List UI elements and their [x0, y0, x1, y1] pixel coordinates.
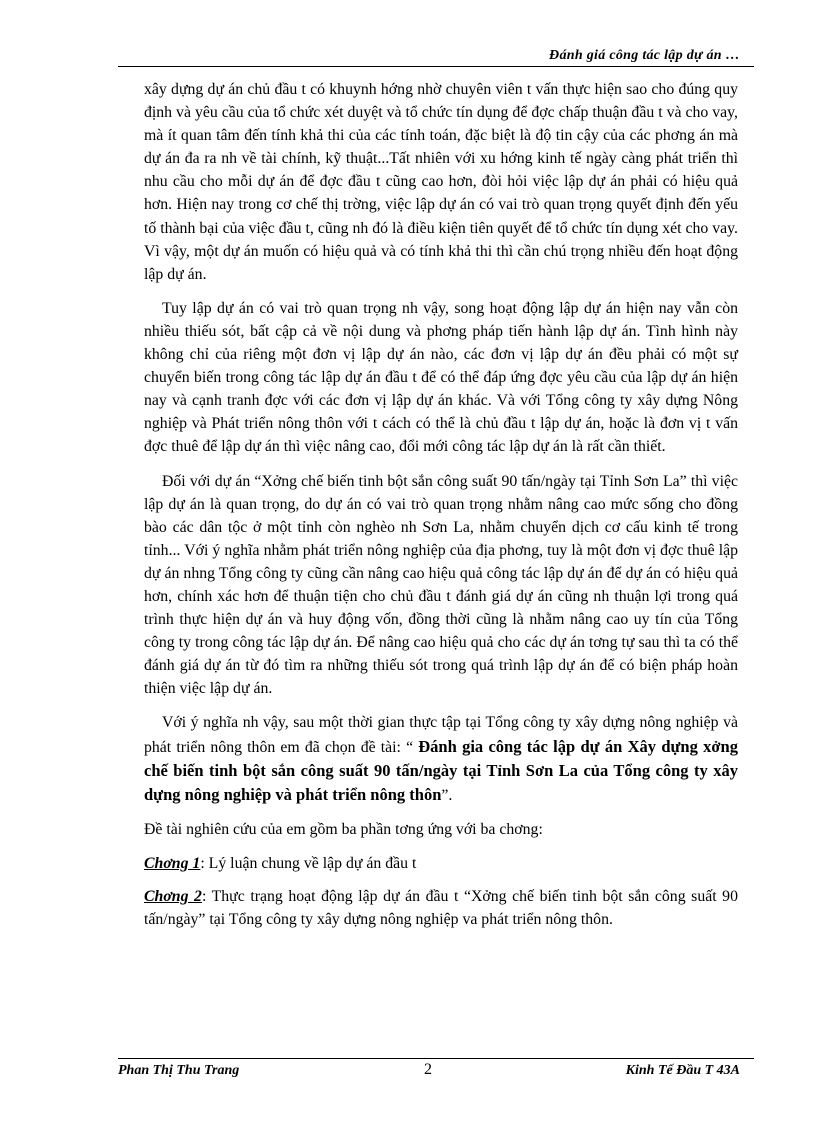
paragraph-2: Tuy lập dự án có vai trò quan trọng nh vậy, song hoạt động lập dự án hiện nay vẫn còn nhiều thiếu sót, bất cập cả về nội dung và phơng pháp tiến hành lập dự án. Tình hình này không chỉ của riêng một đơn vị lập dự án nào, các đơn vị lập dự án đều phải có một sự chuyển biến trong công tác lập dự án đầu t để có thể đáp ứng đợc yêu cầu của lập dự án hiện nay và cạnh tranh đợc với các đơn vị lập dự án khác. Và với Tổng công ty xây dựng Nông nghiệp và Phát triển nông thôn với t cách có thể là chủ đầu t lập dự án, hoặc là đơn vị t vấn đợc thuê để lập dự án thì việc nâng cao, đổi mới công tác lập dự án là rất cần thiết. [144, 299, 738, 456]
chapter-1 [144, 852, 738, 875]
footer-class: Kinh Tế Đầu T 43A [625, 1063, 740, 1078]
footer-author: Phan Thị Thu Trang [118, 1063, 240, 1078]
topic-paragraph [144, 711, 738, 806]
structure-line: Đề tài nghiên cứu của em gồm ba phần tơng ứng với ba chơng: [144, 820, 543, 838]
paragraph-1: xây dựng dự án chủ đầu t có khuynh hớng nhờ chuyên viên t vấn thực hiện sao cho đúng quy định và yêu cầu của tổ chức xét duyệt và tổ chức tín dụng để đợc chấp thuận đầu t và cho vay, mà ít quan tâm đến tính khả thi của các tính toán, đặc biệt là độ tin cậy của các phơng án mà dự án đa ra nh về tài chính, kỹ thuật...Tất nhiên với xu hớng kinh tế ngày càng phát triển thì nhu cầu cho mỗi dự án để đợc đầu t cũng cao hơn, đòi hỏi việc lập dự án phải có hiệu quả hơn. Hiện nay trong cơ chế thị trờng, việc lập dự án có vai trò quan trọng quyết định đến yếu tố thành bại của việc đầu t, cũng nh đó là điều kiện tiên quyết để tổ chức tín dụng xét cho vay. Vì vậy, một dự án muốn có hiệu quả và có tính khả thi thì cần chú trọng nhiều đến hoạt động lập dự án. [144, 81, 738, 283]
chapter-2 [144, 885, 738, 931]
page-number: 2 [424, 1061, 432, 1078]
document-body [144, 78, 738, 941]
chapter-1-label: Chơng 1 [144, 854, 201, 872]
page-header [118, 46, 754, 67]
paragraph-3: Đối với dự án “Xởng chế biến tinh bột sắn công suất 90 tấn/ngày tại Tỉnh Sơn La” thì việc lập dự án là quan trọng, do dự án có vai trò quan trọng nhằm nâng cao mức sống cho đồng bào các dân tộc ở một tỉnh còn nghèo nh Sơn La, nhằm chuyển dịch cơ cấu kinh tế trong tỉnh... Với ý nghĩa nhằm phát triển nông nghiệp của địa phơng, tuy là một đơn vị đợc thuê lập dự án nhng Tổng công ty cũng cần nâng cao hiệu quả công tác lập dự án để dự án có hiệu quả hơn, chính xác hơn để thuận tiện cho chủ đầu t đánh giá dự án cũng nh thuận lợi trong quá trình thực hiện dự án và huy động vốn, đồng thời cũng là nhằm nâng cao uy tín của Tổng công ty trong công tác lập dự án. Để nâng cao hiệu quả cho các dự án tơng tự sau thì ta có thể đánh giá dự án từ đó tìm ra những thiếu sót trong quá trình lập dự án để có biện pháp hoàn thiện việc lập dự án. [144, 472, 738, 698]
chapter-2-label: Chơng 2 [144, 888, 202, 905]
topic-intro: Với ý nghĩa nh vậy, sau một thời gian thực tập tại Tổng công ty xây dựng nông nghiệp và phát triển nông thôn em đã chọn đề tài: “ [144, 714, 738, 756]
chapter-2-text: : Thực trạng hoạt động lập dự án đầu t “Xởng chế biến tinh bột sắn công suất 90 tấn/ngày” tại Tổng công ty xây dựng nông nghiệp va phát triển nông thôn. [144, 888, 738, 929]
header-title: Đánh giá công tác lập dự án … [549, 48, 740, 63]
topic-close: ”. [441, 786, 453, 804]
page-footer [118, 1058, 754, 1079]
topic-title: Đánh gia công tác lập dự án Xây dựng xởng chế biến tinh bột sắn công suất 90 tấn/ngày tại Tỉnh Sơn La của Tổng công ty xây dựng nông nghiệp và phát triển nông thôn [144, 736, 738, 804]
chapter-1-text: : Lý luận chung về lập dự án đầu t [200, 854, 417, 872]
